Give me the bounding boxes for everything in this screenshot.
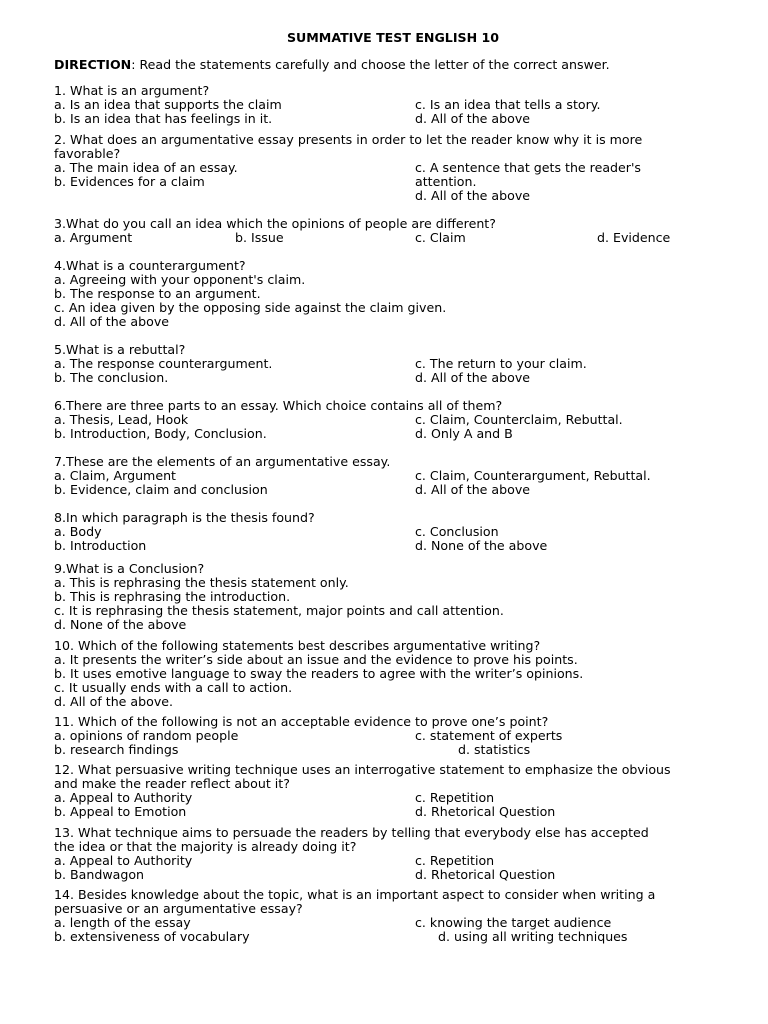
question-4-choice-b: b. The response to an argument. <box>54 286 261 301</box>
question-5-choice-a: a. The response counterargument. <box>54 356 273 371</box>
question-6-stem: 6.There are three parts to an essay. Which choice contains all of them? <box>54 398 503 413</box>
question-12-choice-b: b. Appeal to Emotion <box>54 804 187 819</box>
question-13-choice-d: d. Rhetorical Question <box>415 867 556 882</box>
direction-text: : Read the statements carefully and choose the letter of the correct answer. <box>131 57 610 72</box>
question-8-choice-b: b. Introduction <box>54 538 147 553</box>
question-10-choice-c: c. It usually ends with a call to action. <box>54 680 293 695</box>
question-8-stem: 8.In which paragraph is the thesis found? <box>54 510 315 525</box>
question-6-choice-c: c. Claim, Counterclaim, Rebuttal. <box>415 412 623 427</box>
question-14-choice-a: a. length of the essay <box>54 915 191 930</box>
question-9-choice-c: c. It is rephrasing the thesis statement, major points and call attention. <box>54 603 504 618</box>
question-12-stem: 12. What persuasive writing technique uses an interrogative statement to emphasize the obvious <box>54 762 671 777</box>
question-11-choice-c: c. statement of experts <box>415 728 563 743</box>
question-13-stem: 13. What technique aims to persuade the readers by telling that everybody else has accepted <box>54 825 649 840</box>
question-8-choice-c: c. Conclusion <box>415 524 499 539</box>
question-3-choice-a: a. Argument <box>54 230 133 245</box>
question-8-choice-d: d. None of the above <box>415 538 548 553</box>
question-2-choice-a: a. The main idea of an essay. <box>54 160 238 175</box>
question-1-choice-b: b. Is an idea that has feelings in it. <box>54 111 273 126</box>
question-14-choice-c: c. knowing the target audience <box>415 915 612 930</box>
question-10-choice-d: d. All of the above. <box>54 694 174 709</box>
question-1-stem: 1. What is an argument? <box>54 83 210 98</box>
question-3-choice-d: d. Evidence <box>597 230 671 245</box>
question-7-choice-b: b. Evidence, claim and conclusion <box>54 482 268 497</box>
question-6-choice-b: b. Introduction, Body, Conclusion. <box>54 426 267 441</box>
question-2-stem: 2. What does an argumentative essay presents in order to let the reader know why it is more <box>54 132 643 147</box>
question-4-choice-d: d. All of the above <box>54 314 170 329</box>
question-4-choice-c: c. An idea given by the opposing side against the claim given. <box>54 300 447 315</box>
question-3-stem: 3.What do you call an idea which the opinions of people are different? <box>54 216 496 231</box>
question-12-stem-cont: and make the reader reflect about it? <box>54 776 290 791</box>
question-12-choice-d: d. Rhetorical Question <box>415 804 556 819</box>
question-13-choice-c: c. Repetition <box>415 853 495 868</box>
question-12-choice-a: a. Appeal to Authority <box>54 790 193 805</box>
question-11-stem: 11. Which of the following is not an acceptable evidence to prove one’s point? <box>54 714 549 729</box>
question-4-stem: 4.What is a counterargument? <box>54 258 246 273</box>
direction-label: DIRECTION <box>54 57 132 72</box>
question-13-choice-b: b. Bandwagon <box>54 867 145 882</box>
question-8-choice-a: a. Body <box>54 524 102 539</box>
question-5-stem: 5.What is a rebuttal? <box>54 342 186 357</box>
question-13-choice-a: a. Appeal to Authority <box>54 853 193 868</box>
question-9-choice-b: b. This is rephrasing the introduction. <box>54 589 291 604</box>
question-11-choice-b: b. research findings <box>54 742 179 757</box>
question-7-choice-a: a. Claim, Argument <box>54 468 176 483</box>
question-9-stem: 9.What is a Conclusion? <box>54 561 205 576</box>
question-6-choice-a: a. Thesis, Lead, Hook <box>54 412 189 427</box>
question-10-choice-b: b. It uses emotive language to sway the readers to agree with the writer’s opinions. <box>54 666 584 681</box>
question-7-choice-d: d. All of the above <box>415 482 531 497</box>
question-14-choice-b: b. extensiveness of vocabulary <box>54 929 250 944</box>
question-3-choice-b: b. Issue <box>235 230 284 245</box>
question-14-choice-d: d. using all writing techniques <box>438 929 628 944</box>
direction <box>54 58 610 72</box>
question-2-choice-c: c. A sentence that gets the reader's <box>415 160 641 175</box>
question-11-choice-a: a. opinions of random people <box>54 728 239 743</box>
question-6-choice-d: d. Only A and B <box>415 426 513 441</box>
question-1-choice-a: a. Is an idea that supports the claim <box>54 97 282 112</box>
question-12-choice-c: c. Repetition <box>415 790 495 805</box>
question-1-choice-c: c. Is an idea that tells a story. <box>415 97 601 112</box>
question-10-stem: 10. Which of the following statements best describes argumentative writing? <box>54 638 541 653</box>
question-2-choice-b: b. Evidences for a claim <box>54 174 205 189</box>
question-2-stem-cont: favorable? <box>54 146 121 161</box>
question-3-choice-c: c. Claim <box>415 230 466 245</box>
question-11-choice-d: d. statistics <box>458 742 531 757</box>
question-7-stem: 7.These are the elements of an argumentative essay. <box>54 454 391 469</box>
question-14-stem: 14. Besides knowledge about the topic, what is an important aspect to consider when writing a <box>54 887 656 902</box>
page-title: SUMMATIVE TEST ENGLISH 10 <box>286 30 500 45</box>
question-5-choice-c: c. The return to your claim. <box>415 356 587 371</box>
question-10-choice-a: a. It presents the writer’s side about an issue and the evidence to prove his points. <box>54 652 578 667</box>
question-14-stem-cont: persuasive or an argumentative essay? <box>54 901 303 916</box>
question-5-choice-b: b. The conclusion. <box>54 370 169 385</box>
question-5-choice-d: d. All of the above <box>415 370 531 385</box>
question-9-choice-d: d. None of the above <box>54 617 187 632</box>
question-13-stem-cont: the idea or that the majority is already doing it? <box>54 839 357 854</box>
question-4-choice-a: a. Agreeing with your opponent's claim. <box>54 272 306 287</box>
question-7-choice-c: c. Claim, Counterargument, Rebuttal. <box>415 468 651 483</box>
question-2-choice-c-cont: attention. <box>415 174 477 189</box>
question-9-choice-a: a. This is rephrasing the thesis statement only. <box>54 575 349 590</box>
question-1-choice-d: d. All of the above <box>415 111 531 126</box>
question-2-choice-d: d. All of the above <box>415 188 531 203</box>
